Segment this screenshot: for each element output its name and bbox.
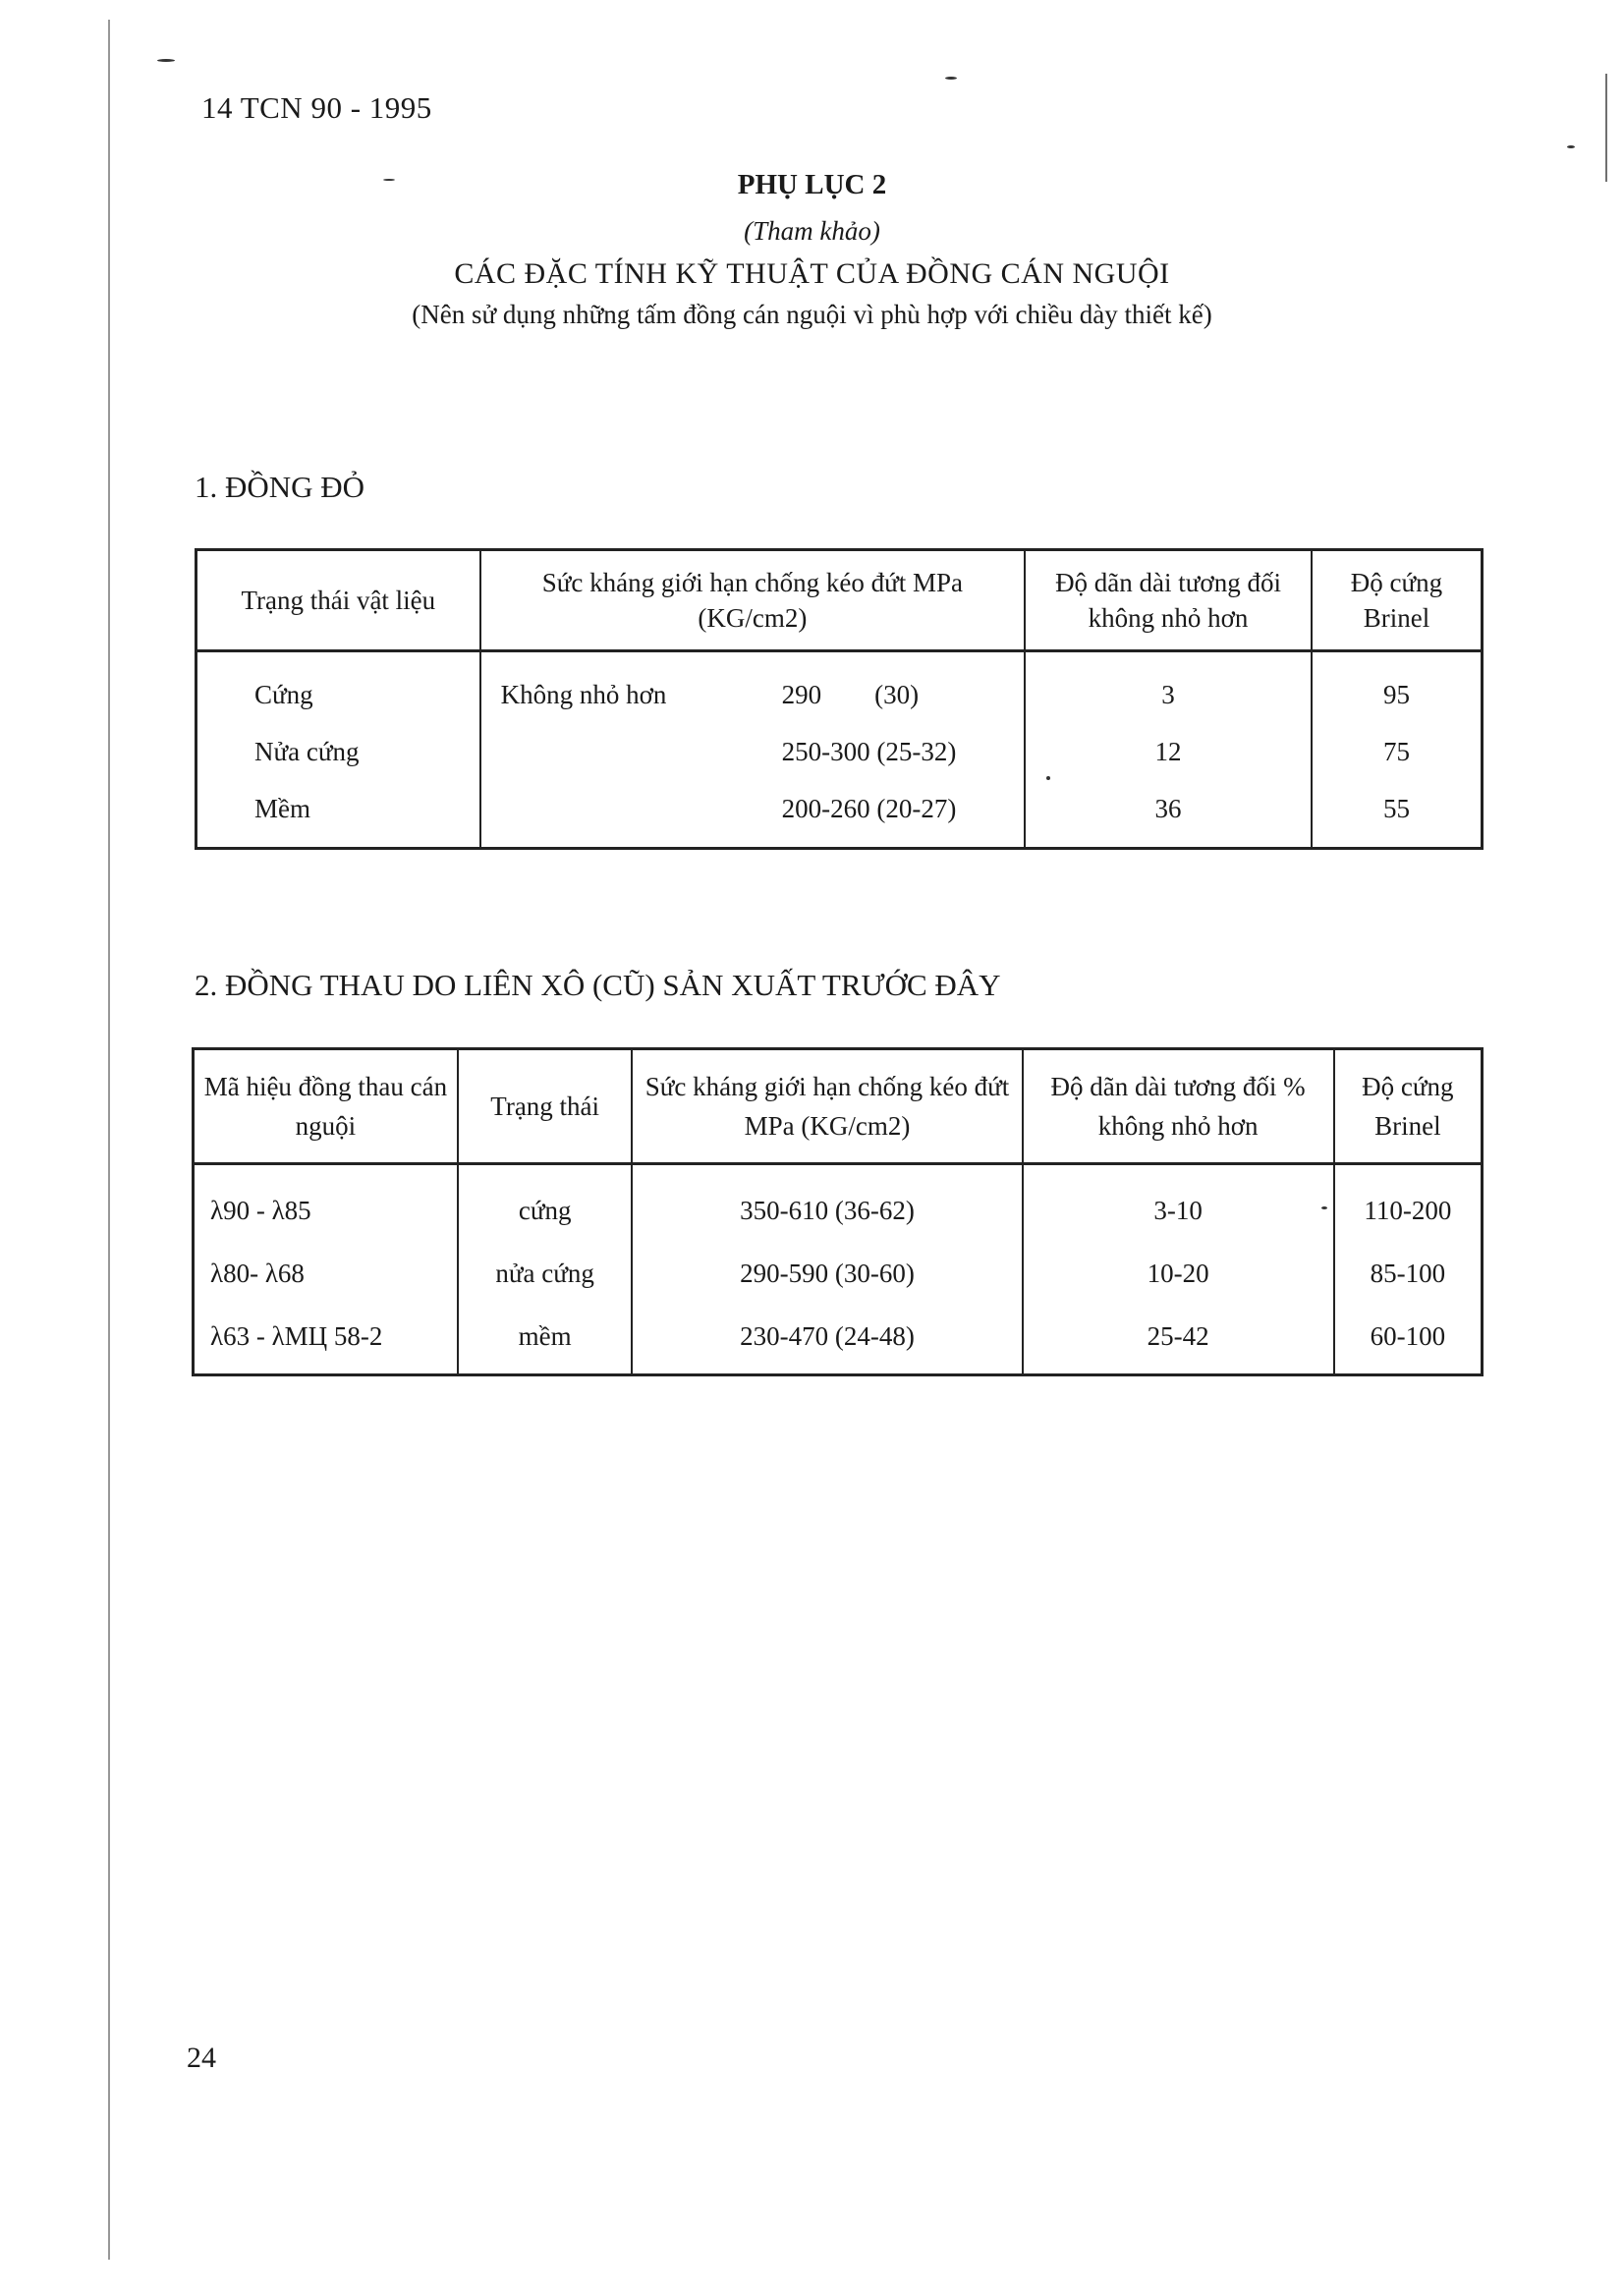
table-row [194, 1305, 1483, 1375]
column-header: Sức kháng giới hạn chống kéo đứt MPa (KG/cm2) [632, 1049, 1022, 1164]
material-state: Cứng [196, 651, 480, 724]
table-row [196, 723, 1483, 780]
brinell-hardness: 85-100 [1370, 1258, 1446, 1288]
red-copper-table [195, 548, 1484, 850]
brinell-hardness: 60-100 [1370, 1320, 1446, 1351]
material-state: cứng [458, 1164, 633, 1243]
scan-speck [945, 77, 957, 80]
tensile-strength: 200-260 (20-27) [781, 793, 957, 823]
elongation: 12 [1025, 723, 1312, 780]
elongation: 25-42 [1023, 1305, 1334, 1375]
column-header: Độ dãn dài tương đối không nhỏ hơn [1025, 550, 1312, 651]
section1-heading: 1. ĐỒNG ĐỎ [195, 470, 365, 504]
material-state: Nửa cứng [196, 723, 480, 780]
elongation: 3-10 [1023, 1164, 1334, 1243]
column-header: Trạng thái [458, 1049, 633, 1164]
appendix-label: PHỤ LỤC 2 [737, 169, 887, 200]
material-state: mềm [458, 1305, 633, 1375]
elongation: 3 [1025, 651, 1312, 724]
tensile-strength: 290 (30) [781, 679, 920, 709]
table-header-row [194, 1049, 1483, 1164]
brass-table [192, 1047, 1484, 1376]
appendix-reference: (Tham khảo) [744, 216, 880, 246]
scan-speck [1567, 145, 1575, 148]
table-row [196, 651, 1483, 724]
brass-grade: λ80- λ68 [194, 1242, 458, 1305]
brinell-hardness: 55 [1382, 793, 1410, 823]
tensile-strength-cell [480, 651, 1025, 724]
appendix-title: CÁC ĐẶC TÍNH KỸ THUẬT CỦA ĐỒNG CÁN NGUỘI [454, 257, 1170, 290]
column-header: Độ dãn dài tương đối % không nhỏ hơn [1023, 1049, 1334, 1164]
table-row [194, 1242, 1483, 1305]
tensile-strength-cell [480, 780, 1025, 849]
material-state: Mềm [196, 780, 480, 849]
column-header: Độ cứng Brinel [1312, 550, 1483, 651]
section2-heading: 2. ĐỒNG THAU DO LIÊN XÔ (CŨ) SẢN XUẤT TRƯỚC ĐÂY [195, 968, 1001, 1002]
tensile-strength: 250-300 (25-32) [781, 736, 957, 766]
brinell-hardness: 110-200 [1364, 1195, 1452, 1225]
brass-grade: λ63 - λМЦ 58-2 [194, 1305, 458, 1375]
page-number: 24 [187, 2042, 216, 2074]
tensile-strength: 350-610 (36-62) [632, 1164, 1022, 1243]
column-header: Sức kháng giới hạn chống kéo đứt MPa (KG/cm2) [480, 550, 1025, 651]
brinell-hardness: 95 [1382, 679, 1410, 709]
column-header: Mã hiệu đồng thau cán nguội [194, 1049, 458, 1164]
table-header-row [196, 550, 1483, 651]
brinell-hardness: 75 [1382, 736, 1410, 766]
appendix-note: (Nên sử dụng những tấm đồng cán nguội vì phù hợp với chiều dày thiết kế) [412, 300, 1212, 329]
elongation: 36 [1025, 780, 1312, 849]
scan-edge-mark [1605, 74, 1607, 182]
tensile-strength: 230-470 (24-48) [632, 1305, 1022, 1375]
elongation: 10-20 [1023, 1242, 1334, 1305]
strength-qualifier: Không nhỏ hơn [500, 679, 667, 709]
table-row [194, 1164, 1483, 1243]
table-row [196, 780, 1483, 849]
scan-speck [157, 59, 175, 62]
column-header: Độ cứng Brinel [1334, 1049, 1483, 1164]
brass-grade: λ90 - λ85 [194, 1164, 458, 1243]
tensile-strength-cell [480, 723, 1025, 780]
column-header: Trạng thái vật liệu [196, 550, 480, 651]
material-state: nửa cứng [458, 1242, 633, 1305]
tensile-strength: 290-590 (30-60) [632, 1242, 1022, 1305]
scan-margin-line [108, 20, 110, 2260]
document-code: 14 TCN 90 - 1995 [201, 90, 432, 125]
